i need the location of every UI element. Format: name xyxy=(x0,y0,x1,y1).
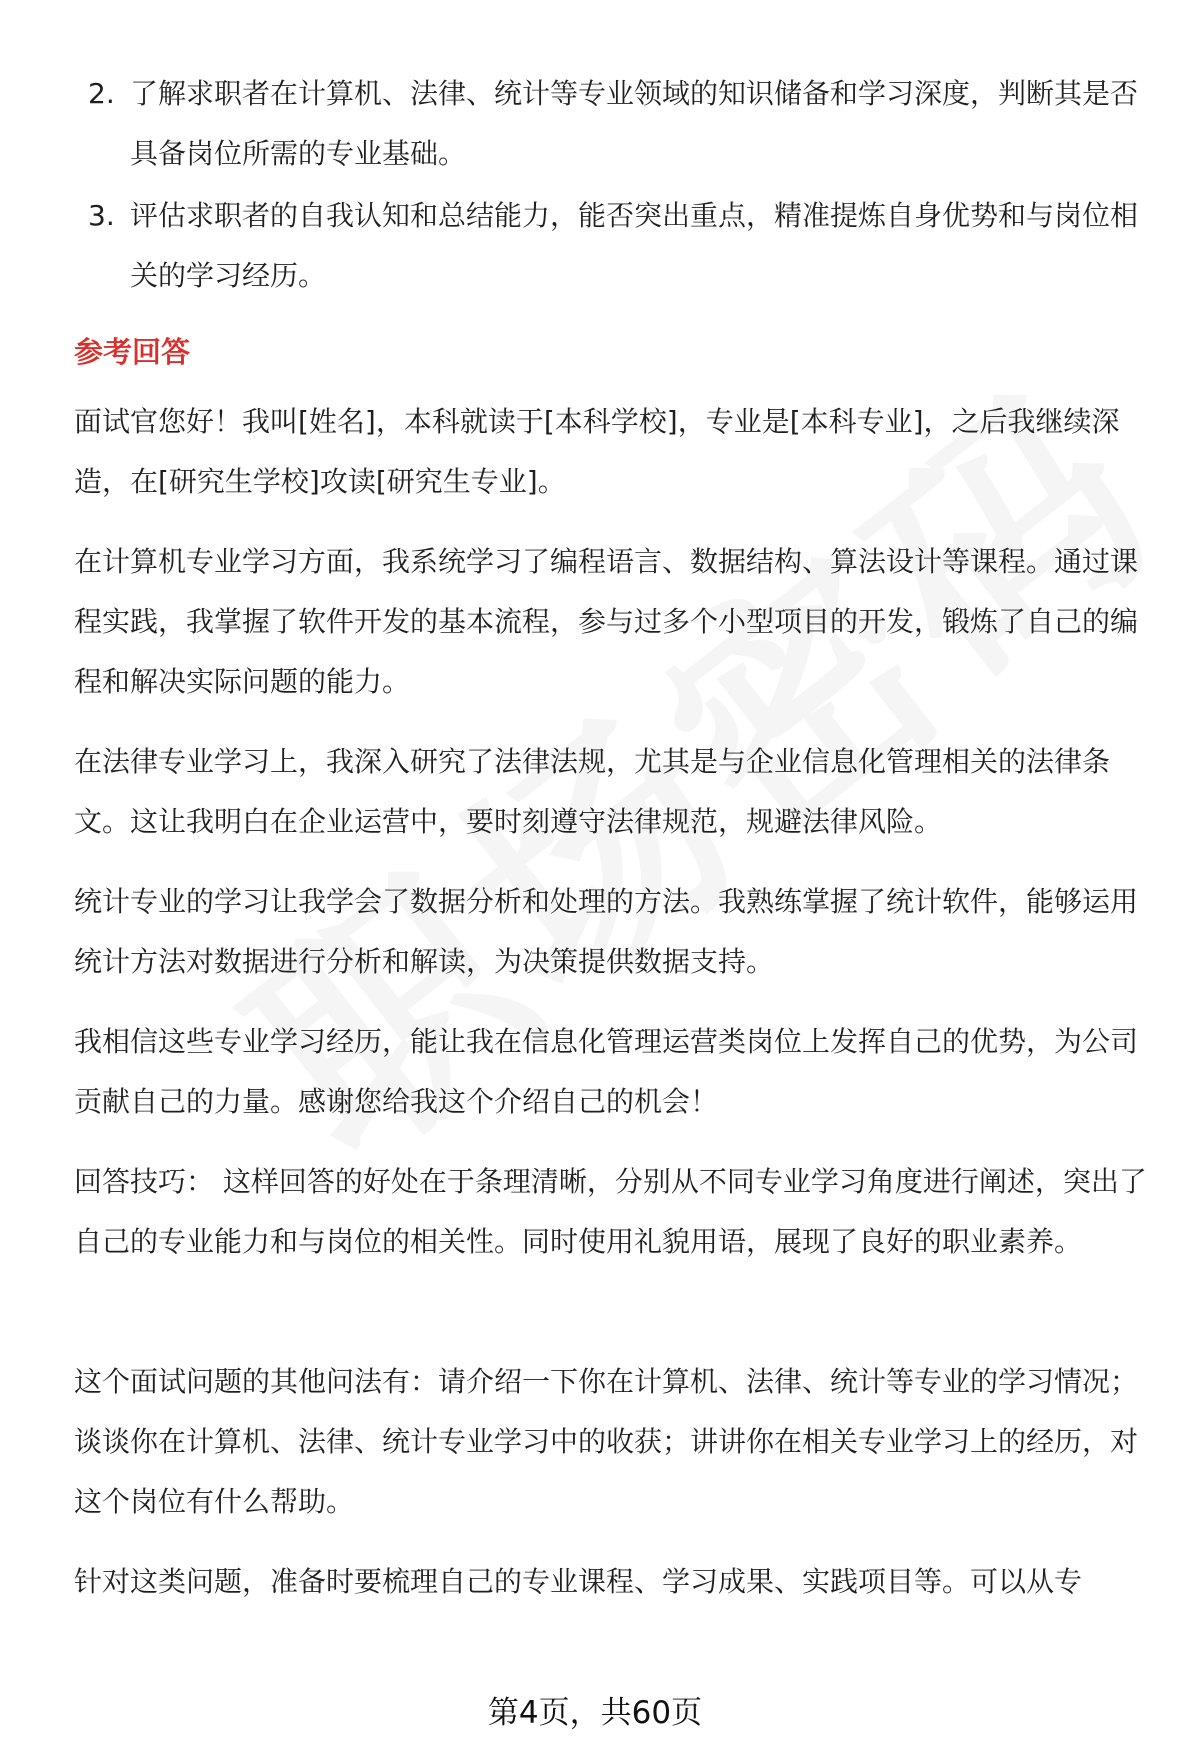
list-item-text: 评估求职者的自我认知和总结能力，能否突出重点，精准提炼自身优势和与岗位相关的学习经历。 xyxy=(130,199,1139,292)
list-item-number: 2. xyxy=(88,77,115,110)
numbered-list xyxy=(74,64,1154,308)
statistics-study-paragraph: 统计专业的学习让我学会了数据分析和处理的方法。我熟练掌握了统计软件，能够运用统计方法对数据进行分析和解读，为决策提供数据支持。 xyxy=(74,885,1139,978)
closing-paragraph: 我相信这些专业学习经历，能让我在信息化管理运营类岗位上发挥自己的优势，为公司贡献自己的力量。感谢您给我这个介绍自己的机会！ xyxy=(74,1025,1139,1118)
section-heading: 参考回答 xyxy=(74,335,191,369)
answer-tips-paragraph: 回答技巧： 这样回答的好处在于条理清晰，分别从不同专业学习角度进行阐述，突出了自己的专业能力和与岗位的相关性。同时使用礼貌用语，展现了良好的职业素养。 xyxy=(74,1165,1147,1258)
page-number-footer: 第4页，共60页 xyxy=(487,1695,703,1731)
list-item xyxy=(74,186,1154,306)
preparation-paragraph: 针对这类问题，准备时要梳理自己的专业课程、学习成果、实践项目等。可以从专 xyxy=(74,1565,1083,1598)
list-item xyxy=(74,64,1154,184)
answer-intro-paragraph: 面试官您好！我叫[姓名]，本科就读于[本科学校]，专业是[本科专业]，之后我继续深造，在[研究生学校]攻读[研究生专业]。 xyxy=(74,405,1120,498)
list-item-number: 3. xyxy=(88,199,115,232)
law-study-paragraph: 在法律专业学习上，我深入研究了法律法规，尤其是与企业信息化管理相关的法律条文。这让我明白在企业运营中，要时刻遵守法律规范，规避法律风险。 xyxy=(74,745,1111,838)
alternative-questions-paragraph: 这个面试问题的其他问法有：请介绍一下你在计算机、法律、统计等专业的学习情况；谈谈你在计算机、法律、统计专业学习中的收获；讲讲你在相关专业学习上的经历，对这个岗位有什么帮助。 xyxy=(74,1365,1139,1518)
computer-study-paragraph: 在计算机专业学习方面，我系统学习了编程语言、数据结构、算法设计等课程。通过课程实践，我掌握了软件开发的基本流程，参与过多个小型项目的开发，锻炼了自己的编程和解决实际问题的能力。 xyxy=(74,545,1139,698)
list-item-text: 了解求职者在计算机、法律、统计等专业领域的知识储备和学习深度，判断其是否具备岗位所需的专业基础。 xyxy=(130,77,1139,170)
